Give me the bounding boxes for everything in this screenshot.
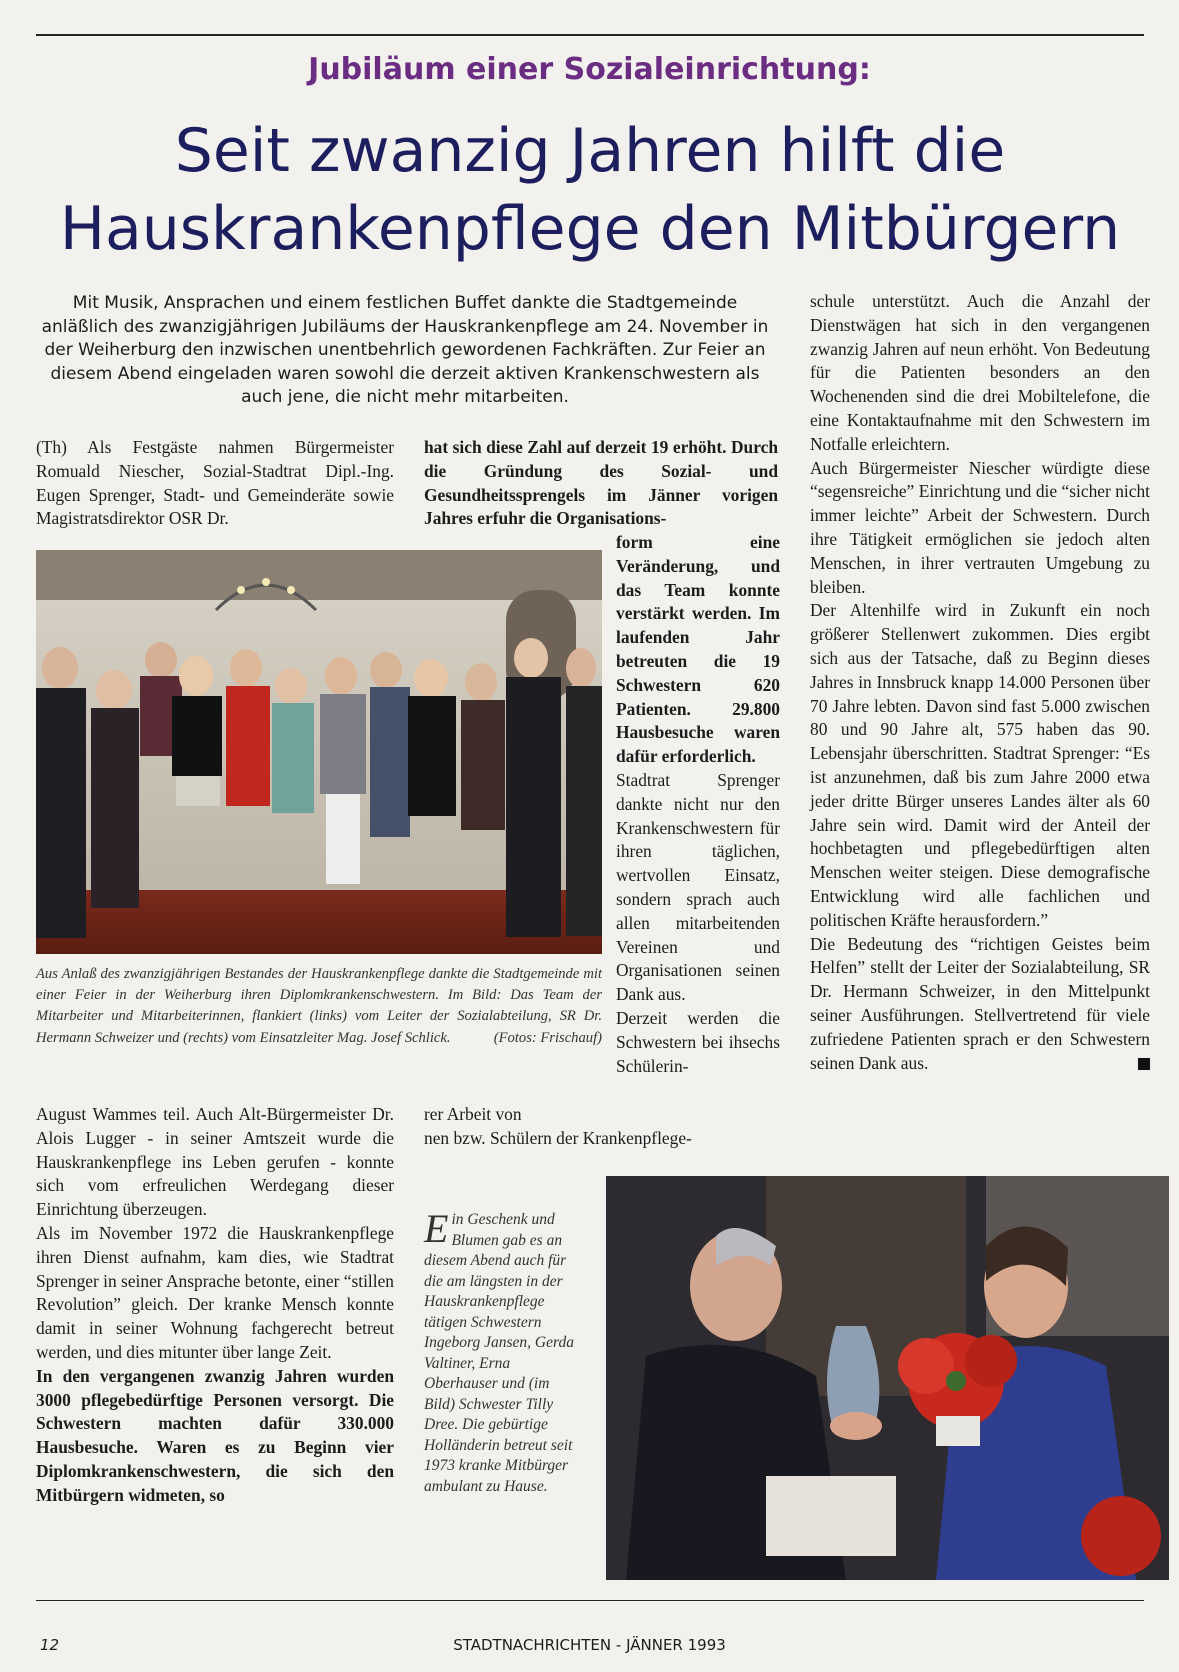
column-2-paragraph-students: Derzeit werden die Schwestern bei ihsechs Schülerin- <box>616 1007 780 1076</box>
column-2-top-text: hat sich diese Zahl auf derzeit 19 erhöht. Durch die Gründung des Sozial- und Gesundheitssprengels im Jänner vorigen Jahres erfuhr die Organisations- <box>424 437 778 529</box>
end-mark <box>1138 1058 1150 1070</box>
column-3-paragraph-4-text: Die Bedeutung des “richtigen Geistes beim Helfen” stellt der Leiter der Sozialabteilung, SR Dr. Hermann Schweizer, in den Mittelpunkt seiner Ausführungen. Stellvertretend für viele zufriedene Patienten sprach er den Schwestern seinen Dank aus. <box>810 933 1150 1073</box>
column-1-paragraph-2: Als im November 1972 die Hauskrankenpflege ihren Dienst aufnahm, kam dies, wie Stadtrat Sprenger in seiner Ansprache betonte, einer “stillen Revolution” gleich. Der kranke Mensch konnte damit in seiner Wohnung fachgerecht betreut werden, und dies mitunter über lange Zeit. <box>36 1222 394 1362</box>
column-1-bottom <box>36 1103 394 1508</box>
team-group-photo <box>36 550 602 954</box>
column-3-paragraph-1: schule unterstützt. Auch die Anzahl der Dienstwägen hat sich in den vergangenen zwanzig Jahren auf neun erhöht. Von Bedeutung für die Patienten besonders an den Wochenenden sind die drei Mobiltelefone, die eine Kontaktaufnahme mit den Schwestern im Notfalle erleichtern. <box>810 291 1150 454</box>
column-2-top <box>424 436 778 531</box>
column-1-top-text: (Th) Als Festgäste nahmen Bürgermeister Romuald Niescher, Sozial-Stadtrat Dipl.-Ing. Eugen Sprenger, Stadt- und Gemeinderäte sowie Magistratsdirektor OSR Dr. <box>36 437 394 529</box>
gift-photo <box>606 1176 1169 1580</box>
column-1-paragraph-3: In den vergangenen zwanzig Jahren wurden 3000 pflegebedürftige Personen versorgt. Die Schwestern machten dafür 330.000 Hausbesuche. Waren es zu Beginn vier Diplomkrankenschwestern, die sich den Mitbürgern widmeten, so <box>36 1365 394 1505</box>
page-number: 12 <box>40 1636 60 1654</box>
team-photo-caption-text: Aus Anlaß des zwanzigjährigen Bestandes der Hauskrankenpflege dankte die Stadtgemeinde mit einer Feier in der Weiherburg ihren Diplomkrankenschwestern. Im Bild: Das Team der Mitarbeiter und Mitarbeiterinnen, flankiert (links) vom Leiter der Sozialabteilung, SR Dr. Hermann Schweizer und (rechts) vom Einsatzleiter Mag. Josef Schlick. <box>36 966 602 1046</box>
column-1-top <box>36 436 394 531</box>
column-3-paragraph-3: Der Altenhilfe wird in Zukunft ein noch größerer Stellenwert zukommen. Dies ergibt sich aus der Tatsache, daß zu Beginn dieses Jahres in Innsbruck knapp 14.000 Personen über 70 Jahre lebten. Davon sind fast 5.000 zwischen 80 und 90 Jahre alt, 575 haben das 90. Lebensjahr überschritten. Stadtrat Sprenger: “Es ist anzunehmen, daß bis zum Jahre 2000 etwa jeder dritte Bürger unseres Landes älter als 60 Jahre sein wird. Damit wird der Anteil der hochbetagten und pflegebedürftigen alten Menschen weiter steigen. Diese demografische Entwicklung wird alle fachlichen und politischen Kräfte herausfordern.” <box>810 600 1150 930</box>
headline-line-1: Seit zwanzig Jahren hilft die <box>174 116 1006 186</box>
sidebar-dropcap: E <box>424 1206 449 1251</box>
column-2-bold-paragraph: form eine Veränderung, und das Team konnte verstärkt werden. Im laufenden Jahr betreuten die 19 Schwestern 620 Patienten. 29.800 Hausbesuche waren dafür erforderlich. <box>616 532 780 767</box>
column-3-paragraph-4 <box>810 933 1150 1076</box>
column-2-bottom-line-2: nen bzw. Schülern der Krankenpflege- <box>424 1127 692 1148</box>
gift-sidebar <box>424 1206 576 1497</box>
column-3-paragraph-2: Auch Bürgermeister Niescher würdigte diese “segensreiche” Einrichtung und die “sicher nicht immer leichte” Arbeit der Schwestern. Durch ihre Tätigkeit ermöglichen sie jedoch alten Menschen, in ihrer vertrauten Umgebung zu bleiben. <box>810 457 1150 597</box>
column-2-bottom-line-1: rer Arbeit von <box>424 1104 522 1124</box>
column-2-beside-photo <box>616 531 780 1078</box>
team-photo-caption <box>36 964 602 1049</box>
article-kicker: Jubiläum einer Sozialeinrichtung: <box>308 52 871 87</box>
bottom-rule <box>36 1600 1144 1601</box>
column-2-bottom <box>424 1103 778 1151</box>
gift-photo-image <box>606 1176 1169 1580</box>
team-group-photo-image <box>36 550 602 954</box>
column-3 <box>810 290 1150 1075</box>
photo-credit: (Fotos: Frischauf) <box>493 1029 602 1046</box>
column-2-paragraph-thanks: Stadtrat Sprenger dankte nicht nur den Krankenschwestern für ihren täglichen, wertvollen Einsatz, sondern sprach auch allen mitarbeitenden Vereinen und Organisationen seinen Dank aus. <box>616 769 780 1005</box>
article-headline <box>30 112 1150 268</box>
top-rule <box>36 34 1144 36</box>
sidebar-text: in Geschenk und Blumen gab es an diesem Abend auch für die am längsten in der Hauskrankenpflege tätigen Schwestern Ingeborg Jansen, Gerda Valtiner, Erna Oberhauser und (im Bild) Schwester Tilly Dree. Die gebürtige Holländerin betreut seit 1973 kranke Mitbürger ambulant zu Hause. <box>424 1211 574 1495</box>
headline-line-2: Hauskrankenpflege den Mitbürgern <box>59 194 1121 264</box>
publication-name: STADTNACHRICHTEN - JÄNNER 1993 <box>453 1636 726 1654</box>
article-lead: Mit Musik, Ansprachen und einem festlichen Buffet dankte die Stadtgemeinde anläßlich des zwanzigjährigen Jubiläums der Hauskrankenpflege am 24. November in der Weiherburg den inzwischen unentbehrlich gewordenen Fachkräften. Zur Feier an diesem Abend eingeladen waren sowohl die derzeit aktiven Krankenschwestern als auch jene, die nicht mehr mitarbeiten. <box>41 293 769 407</box>
column-1-paragraph-1: August Wammes teil. Auch Alt-Bürgermeister Dr. Alois Lugger - in seiner Amtszeit wurde die Hauskrankenpflege ins Leben gerufen - konnte sich vom erfreulichen Werdegang dieser Einrichtung überzeugen. <box>36 1104 394 1220</box>
